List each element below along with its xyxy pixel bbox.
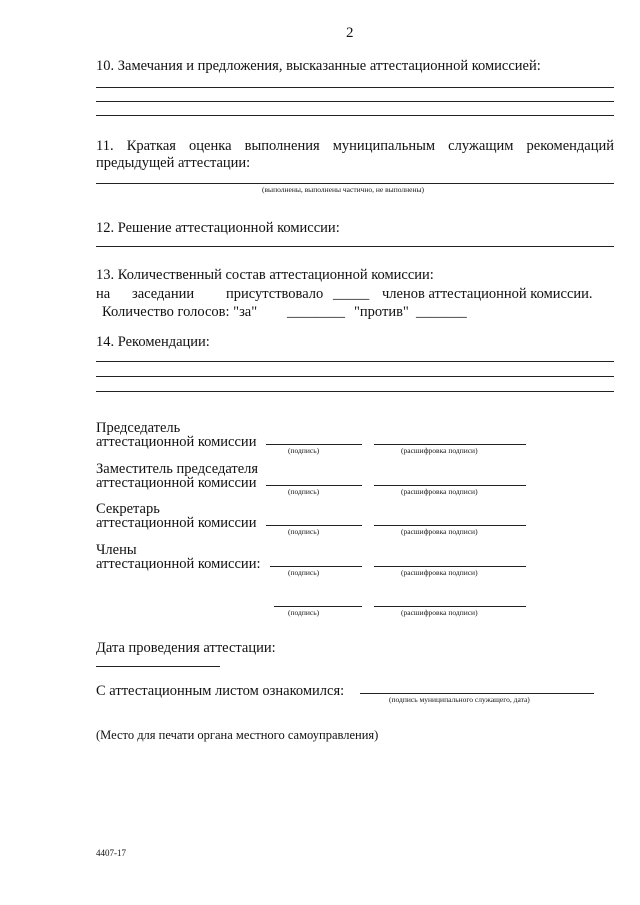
chairman-label-2: аттестационной комиссии [96,434,257,450]
attestation-date-line [96,666,220,667]
section-11-title-line2: предыдущей аттестации: [96,155,251,171]
stamp-place-note: (Место для печати органа местного самоуправления) [96,728,379,742]
secretary-decode-hint: (расшифровка подписи) [401,527,478,536]
acquainted-line [360,693,594,694]
section-13-word-na: на [96,286,111,302]
section-14-line-2 [96,376,614,377]
section-14-title: 14. Рекомендации: [96,334,210,350]
acquainted-hint: (подпись муниципального служащего, дата) [389,695,530,704]
section-14-line-3 [96,391,614,392]
section-13-title: 13. Количественный состав аттестационной комиссии: [96,267,434,283]
member-1-decode-line [374,566,526,567]
section-11-hint: (выполнены, выполнены частично, не выполнены) [262,185,424,194]
chairman-decode-line [374,444,526,445]
chairman-signature-line [266,444,362,445]
secretary-signature-hint: (подпись) [288,527,320,536]
acquainted-label: С аттестационным листом ознакомился: [96,683,345,699]
section-13-word-present: присутствовало [226,286,324,302]
section-10-title: 10. Замечания и предложения, высказанные аттестационной комиссией: [96,58,541,74]
member-2-decode-line [374,606,526,607]
members-label-1: Члены [96,542,137,558]
section-10-line-2 [96,101,614,102]
page-number: 2 [346,25,354,41]
deputy-label-1: Заместитель председателя [96,461,259,477]
chairman-decode-hint: (расшифровка подписи) [401,446,478,455]
section-13-votes-against-blank: _______ [416,304,467,320]
members-label-2: аттестационной комиссии: [96,556,261,572]
section-13-members-text: членов аттестационной комиссии. [382,286,593,302]
section-11-answer-line [96,183,614,184]
section-11-title-line1: 11. Краткая оценка выполнения муниципальным служащим рекомендаций [96,138,614,154]
deputy-signature-hint: (подпись) [288,487,320,496]
member-2-signature-line [274,606,362,607]
footer-code: 4407-17 [96,848,126,858]
member-2-decode-hint: (расшифровка подписи) [401,608,478,617]
section-13-members-blank: _____ [333,286,370,302]
section-13-votes-for-label: Количество голосов: "за" [102,304,258,320]
secretary-decode-line [374,525,526,526]
deputy-label-2: аттестационной комиссии [96,475,257,491]
section-12-title: 12. Решение аттестационной комиссии: [96,220,340,236]
deputy-decode-line [374,485,526,486]
chairman-signature-hint: (подпись) [288,446,320,455]
attestation-date-label: Дата проведения аттестации: [96,640,276,656]
deputy-signature-line [266,485,362,486]
secretary-signature-line [266,525,362,526]
section-13-votes-for-blank: ________ [287,304,345,320]
member-2-signature-hint: (подпись) [288,608,320,617]
member-1-signature-hint: (подпись) [288,568,320,577]
chairman-label-1: Председатель [96,420,181,436]
section-10-line-1 [96,87,614,88]
member-1-signature-line [270,566,362,567]
section-14-line-1 [96,361,614,362]
section-13-word-zasedanii: заседании [132,286,195,302]
section-10-line-3 [96,115,614,116]
secretary-label-1: Секретарь [96,501,160,517]
deputy-decode-hint: (расшифровка подписи) [401,487,478,496]
section-12-line [96,246,614,247]
secretary-label-2: аттестационной комиссии [96,515,257,531]
member-1-decode-hint: (расшифровка подписи) [401,568,478,577]
section-13-votes-against-label: "против" [354,304,409,320]
